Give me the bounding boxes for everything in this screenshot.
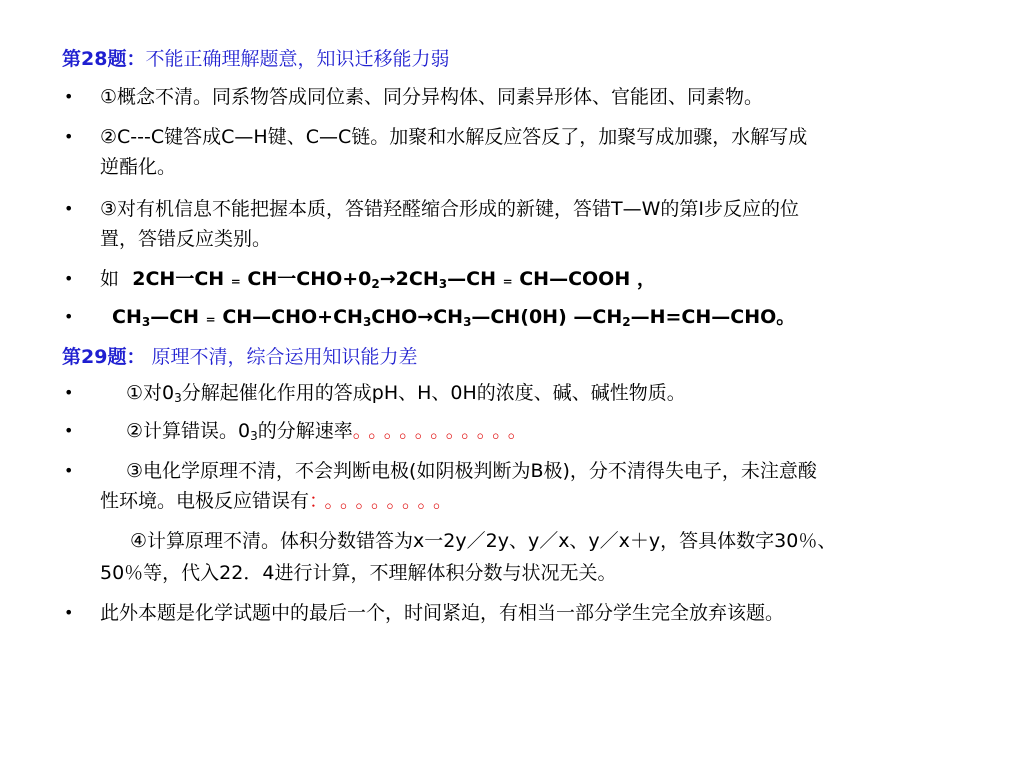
q28-equation-2: [112, 300, 795, 334]
q28-equation-1: [100, 262, 656, 296]
equation-part: →2CH: [379, 268, 439, 290]
q29-heading: [62, 340, 418, 374]
q29-item-2: [126, 414, 533, 448]
bullet: •: [64, 603, 74, 622]
bullet: •: [64, 421, 74, 440]
subscript: 3: [174, 391, 182, 405]
equation-part: —CH ₌ CH—CHO+CH: [150, 306, 363, 328]
q28-item-2-line2: 逆酯化。: [100, 156, 177, 178]
subscript: 3: [438, 277, 448, 291]
q29-item-3-line2: [100, 484, 458, 518]
equation-part: CH: [112, 306, 142, 328]
equation-part: —H=CH—CHO。: [630, 306, 796, 328]
red-dots: ：。。。。。。。。: [309, 490, 459, 512]
q28-heading-text: 不能正确理解题意，知识迁移能力弱: [145, 48, 450, 70]
equation-prefix: 如: [100, 268, 120, 290]
subscript: 2: [622, 315, 631, 329]
q29-item-1: [126, 376, 686, 410]
equation-part: —CH ₌ CH—COOH ，: [447, 268, 656, 290]
q28-heading-number: 第28题：: [62, 48, 146, 70]
bullet: •: [64, 461, 74, 480]
bullet: •: [64, 269, 74, 288]
item-text: ②计算错误。0: [126, 420, 251, 442]
subscript: 3: [362, 315, 372, 329]
q29-item-4-line2: 50％等，代入22．4进行计算，不理解体积分数与状况无关。: [100, 562, 617, 584]
q28-item-2-line1: ②C---C键答成C—H键、C—C链。加聚和水解反应答反了，加聚写成加骤，水解写成: [100, 126, 808, 148]
subscript: 2: [371, 277, 380, 291]
bullet: •: [64, 199, 74, 218]
item-text: ①对0: [126, 382, 175, 404]
bullet: •: [64, 87, 74, 106]
q28-item-3-line2: 置，答错反应类别。: [100, 228, 272, 250]
red-dots: 。。。。。。。。。。。: [352, 420, 533, 442]
subscript: 3: [463, 315, 472, 329]
equation-part: CHO→CH: [371, 306, 464, 328]
q28-item-3-line1: ③对有机信息不能把握本质，答错羟醛缩合形成的新键，答错T—W的第I步反应的位: [100, 198, 800, 220]
item-text: 分解起催化作用的答成pH、H、0H的浓度、碱、碱性物质。: [181, 382, 686, 404]
q29-heading-number: 第29题：: [62, 346, 146, 368]
item-text: 的分解速率: [257, 420, 353, 442]
bullet: •: [64, 383, 74, 402]
q28-item-1: ①概念不清。同系物答成同位素、同分异构体、同素异形体、官能团、同素物。: [100, 86, 764, 108]
q29-heading-text: 原理不清，综合运用知识能力差: [145, 346, 418, 368]
q29-item-4-line1: ④计算原理不清。体积分数错答为x一2y／2y、y／x、y／x＋y，答具体数字30％、: [130, 530, 837, 552]
q29-item-3-line1: ③电化学原理不清，不会判断电极(如阴极判断为B极)，分不清得失电子，未注意酸: [126, 460, 817, 482]
bullet: •: [64, 127, 74, 146]
subscript: 3: [250, 429, 258, 443]
subscript: 3: [141, 315, 151, 329]
q28-heading: [62, 42, 449, 76]
equation-part: 2CH一CH ₌ CH一CHO+0: [132, 268, 372, 290]
q29-item-5: 此外本题是化学试题中的最后一个，时间紧迫，有相当一部分学生完全放弃该题。: [100, 602, 785, 624]
item-text: 性环境。电极反应错误有: [100, 490, 310, 512]
bullet: •: [64, 307, 74, 326]
equation-part: —CH(0H) —CH: [471, 306, 623, 328]
